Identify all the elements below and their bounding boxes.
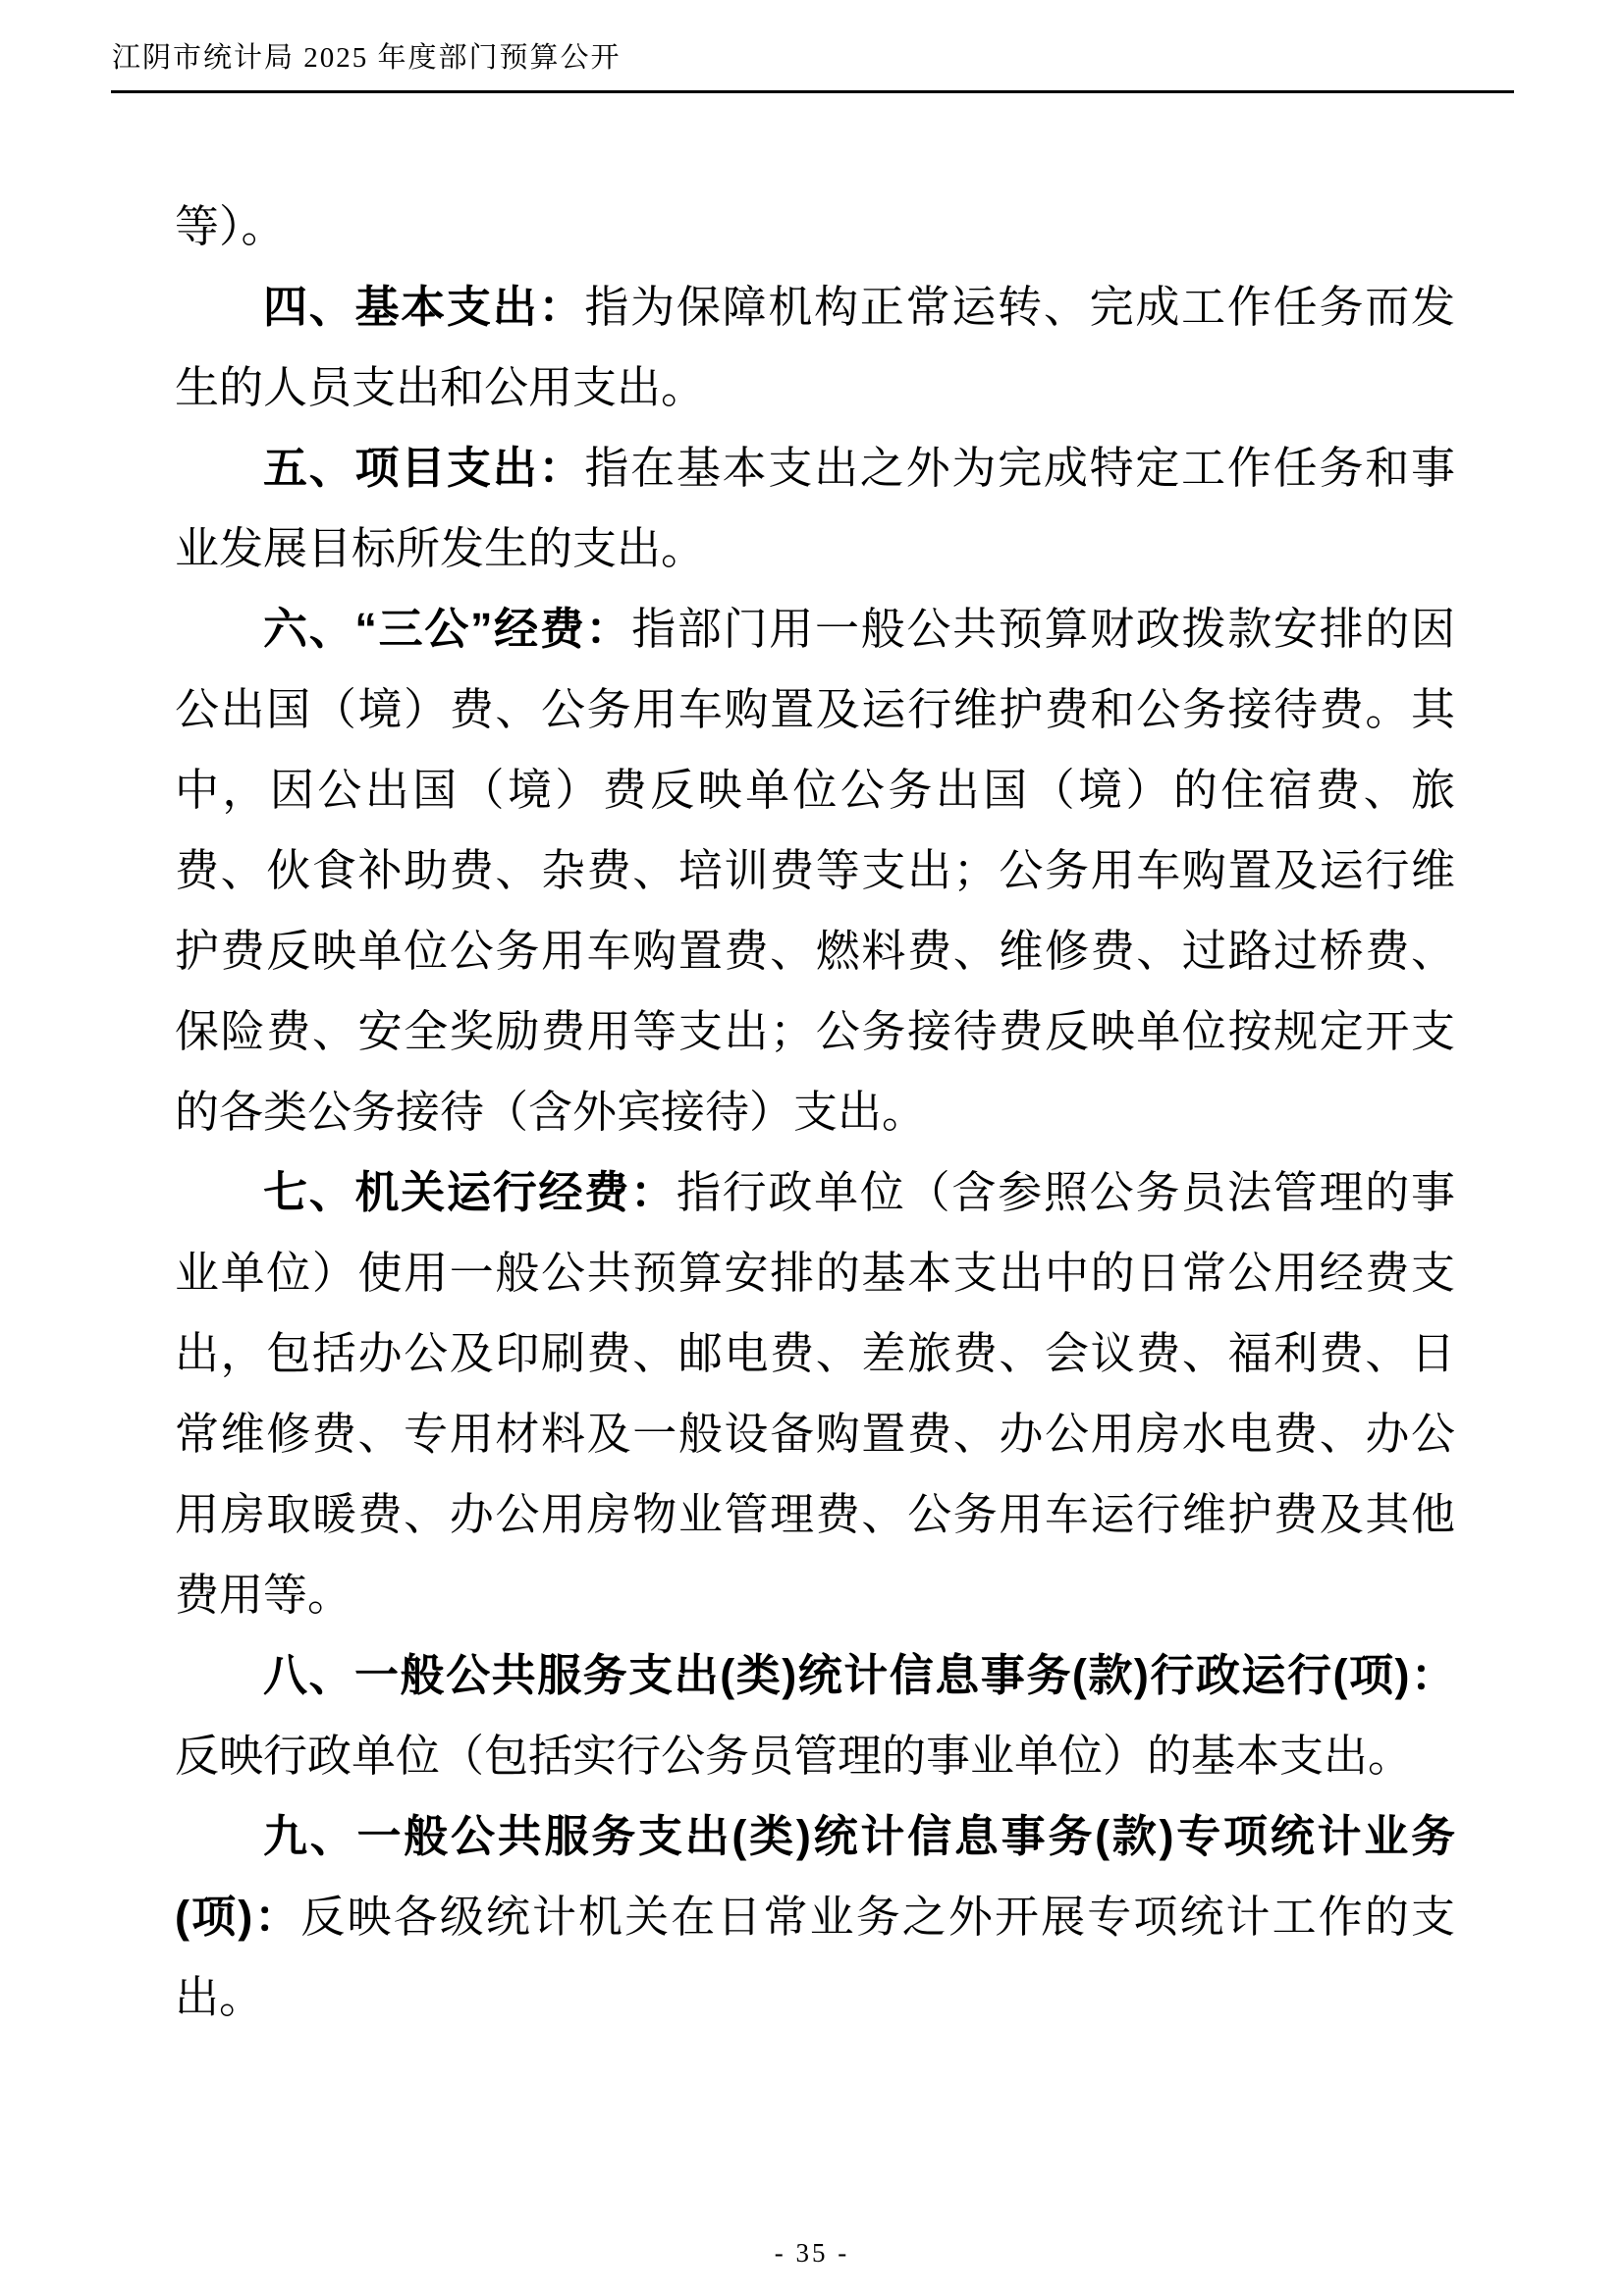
paragraph-item-4-basic-expenditure: 四、基本支出：指为保障机构正常运转、完成工作任务而发生的人员支出和公用支出。 <box>175 282 1455 412</box>
page-footer <box>0 2238 1624 2269</box>
header-rule <box>111 90 1514 93</box>
paragraph-item-5-project-expenditure-lead: 五、项目支出： <box>263 443 585 493</box>
paragraph-item-9-special-statistical-business: 九、一般公共服务支出(类)统计信息事务(款)专项统计业务(项)：反映各级统计机关在日常业务之外开展专项统计工作的支出。 <box>175 1811 1455 2022</box>
paragraph-item-6-three-public-funds: 六、“三公”经费：指部门用一般公共预算财政拨款安排的因公出国（境）费、公务用车购置及运行维护费和公务接待费。其中，因公出国（境）费反映单位公务出国（境）的住宿费、旅费、伙食补助费、杂费、培训费等支出；公务用车购置及运行维护费反映单位公务用车购置费、燃料费、维修费、过路过桥费、保险费、安全奖励费用等支出；公务接待费反映单位按规定开支的各类公务接待（含外宾接待）支出。 <box>175 604 1455 1137</box>
paragraph-item-7-agency-operating-funds-lead: 七、机关运行经费： <box>263 1167 677 1217</box>
paragraph-item-8-administrative-operation-lead: 八、一般公共服务支出(类)统计信息事务(款)行政运行(项)： <box>263 1650 1455 1700</box>
paragraph-item-4-basic-expenditure-lead: 四、基本支出： <box>263 282 585 332</box>
paragraph-item-6-three-public-funds-lead: 六、“三公”经费： <box>263 604 632 654</box>
document-body <box>175 187 1455 2038</box>
page-number: - 35 - <box>774 2238 850 2268</box>
paragraph-item-7-agency-operating-funds: 七、机关运行经费：指行政单位（含参照公务员法管理的事业单位）使用一般公共预算安排的基本支出中的日常公用经费支出，包括办公及印刷费、邮电费、差旅费、会议费、福利费、日常维修费、专用材料及一般设备购置费、办公用房水电费、办公用房取暖费、办公用房物业管理费、公务用车运行维护费及其他费用等。 <box>175 1167 1455 1620</box>
paragraph-continuation: 等）。 <box>175 202 286 251</box>
paragraph-item-8-administrative-operation: 八、一般公共服务支出(类)统计信息事务(款)行政运行(项)：反映行政单位（包括实行公务员管理的事业单位）的基本支出。 <box>175 1650 1455 1781</box>
header-title: 江阴市统计局 2025 年度部门预算公开 <box>112 42 622 74</box>
paragraph-item-5-project-expenditure: 五、项目支出：指在基本支出之外为完成特定工作任务和事业发展目标所发生的支出。 <box>175 443 1455 573</box>
paragraph-item-9-special-statistical-business-lead: 九、一般公共服务支出(类)统计信息事务(款)专项统计业务(项)： <box>175 1811 1455 1942</box>
